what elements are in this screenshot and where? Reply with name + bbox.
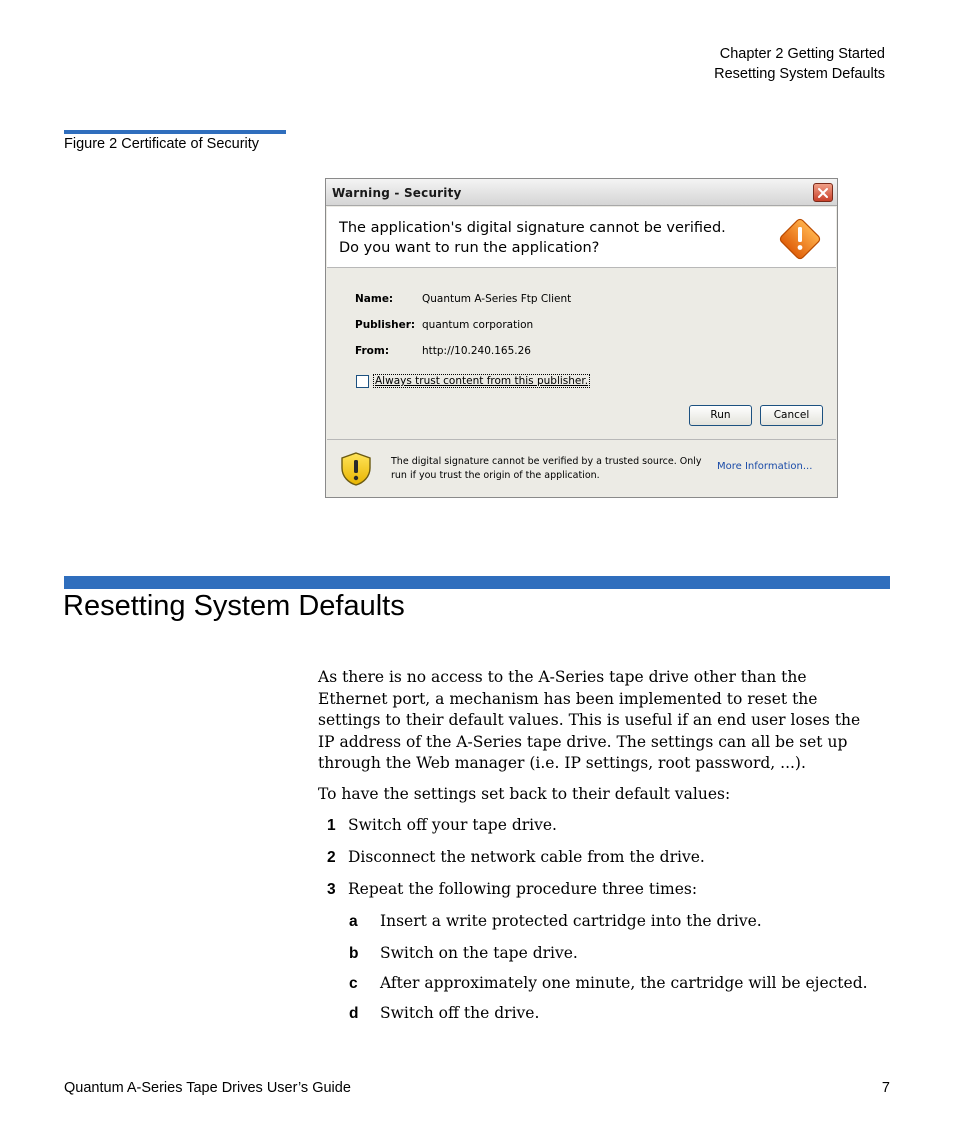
running-header <box>714 44 885 84</box>
section-title: Resetting System Defaults <box>63 590 405 622</box>
field-value: Quantum A-Series Ftp Client <box>422 293 572 305</box>
field-value: quantum corporation <box>422 319 534 331</box>
cancel-button[interactable]: Cancel <box>760 405 823 426</box>
footnote-line-1: The digital signature cannot be verified by a trusted source. Only <box>391 456 702 467</box>
shield-warning-icon <box>339 451 373 487</box>
step-text: Disconnect the network cable from the drive. <box>348 848 705 866</box>
field-label: From: <box>355 345 390 357</box>
substep-text: Insert a write protected cartridge into the drive. <box>380 912 762 930</box>
figure-caption: Figure 2 Certificate of Security <box>64 136 260 152</box>
trust-checkbox-label[interactable]: Always trust content from this publisher. <box>375 375 589 387</box>
lead-paragraph: To have the settings set back to their default values: <box>318 785 731 803</box>
substep-letter: d <box>349 1005 359 1022</box>
figure-rule <box>64 130 286 134</box>
step-text: Repeat the following procedure three times: <box>348 880 698 898</box>
substep-letter: c <box>349 975 358 992</box>
dialog-title: Warning - Security <box>332 186 462 200</box>
run-button[interactable]: Run <box>689 405 752 426</box>
substep-letter: b <box>349 945 359 962</box>
substep-text: Switch on the tape drive. <box>380 944 578 962</box>
field-label: Publisher: <box>355 319 416 331</box>
security-warning-dialog <box>325 178 838 498</box>
step-number: 2 <box>327 849 336 866</box>
close-icon <box>817 187 829 199</box>
trust-publisher-option[interactable] <box>356 374 590 388</box>
section-rule <box>64 576 890 589</box>
substep-letter: a <box>349 913 358 930</box>
signature-footnote <box>391 455 702 482</box>
field-value: http://10.240.165.26 <box>422 345 531 357</box>
substep-text: Switch off the drive. <box>380 1004 540 1022</box>
intro-paragraph: As there is no access to the A-Series tape drive other than the Ethernet port, a mechanism has been implemented to reset the settings to their default values. This is useful if an end user loses the IP address of the A-Series tape drive. The settings can all be set up through the Web manager (i.e. IP settings, root password, ...). <box>318 668 861 772</box>
dialog-banner <box>327 207 836 268</box>
message-line-1: The application's digital signature cannot be verified. <box>339 220 726 236</box>
header-section: Resetting System Defaults <box>714 66 885 82</box>
step-number: 3 <box>327 881 336 898</box>
step-text: Switch off your tape drive. <box>348 816 557 834</box>
message-line-2: Do you want to run the application? <box>339 239 600 256</box>
dialog-titlebar <box>326 179 837 206</box>
warning-icon <box>775 214 825 264</box>
dialog-message <box>339 219 726 258</box>
page-number: 7 <box>881 1080 890 1096</box>
trust-checkbox[interactable] <box>356 375 369 388</box>
step-number: 1 <box>327 817 336 834</box>
close-button[interactable] <box>813 183 833 202</box>
header-chapter: Chapter 2 Getting Started <box>719 46 885 62</box>
substep-text: After approximately one minute, the cartridge will be ejected. <box>380 974 868 992</box>
more-information-link[interactable]: More Information... <box>717 461 813 472</box>
dialog-divider <box>327 439 836 440</box>
field-label: Name: <box>355 293 394 305</box>
footer-title: Quantum A-Series Tape Drives User’s Guide <box>64 1080 351 1096</box>
footnote-line-2: run if you trust the origin of the application. <box>391 469 600 481</box>
